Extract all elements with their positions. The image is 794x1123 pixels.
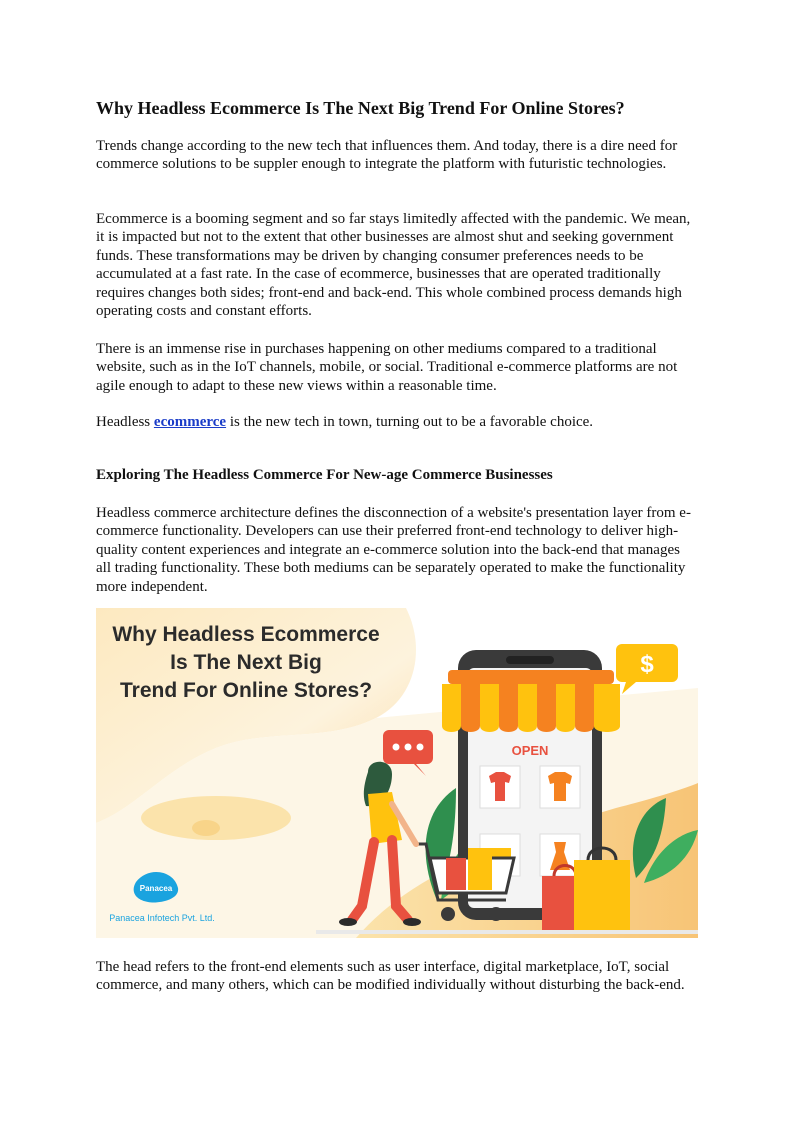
dot (192, 820, 220, 836)
paragraph-text: Trends change according to the new tech that influences them. And today, there is a dire need for commerce solutions to be suppler enough to integrate the platform with futuristic technologies. (96, 138, 678, 173)
paragraph-text: Headless commerce architecture defines the disconnection of a website's presentation layer from e-commerce functionality. Developers can use their preferred front-end technology to deliver high-quality content experiences and integrate an e-commerce solution into the back-end that manages all trading functionality. These both mediums can be separately operated to make the functionality more independent. (96, 505, 691, 595)
shopping-bag-yellow-icon (574, 848, 630, 930)
banner-title-line-2: Is The Next Big (170, 651, 322, 674)
paragraph-text: The head refers to the front-end elements such as user interface, digital marketplace, IoT, social commerce, and many others, which can be modified individually without disturbing the back-end. (96, 959, 685, 994)
section-heading: Exploring The Headless Commerce For New-age Commerce Businesses (96, 467, 553, 483)
banner-title-line-1: Why Headless Ecommerce (112, 623, 380, 646)
logo-badge-text: Panacea (139, 884, 173, 893)
floor-line (316, 930, 698, 934)
paragraph-pandemic (96, 210, 698, 320)
headless-ecommerce-banner (96, 608, 698, 938)
paragraph-text (96, 413, 698, 431)
paragraph-text-end: is the new tech in town, turning out to be a favorable choice. (226, 414, 594, 430)
paragraph-text: There is an immense rise in purchases happening on other mediums compared to a traditional website, such as in the IoT channels, mobile, or social. Traditional e-commerce platforms are not agile enough to adapt to these new views within a reasonable time. (96, 341, 678, 394)
paragraph-architecture (96, 504, 698, 596)
dollar-sign: $ (640, 651, 654, 678)
product-tile-shirt-red (480, 766, 520, 808)
paragraph-text: Ecommerce is a booming segment and so far stays limitedly affected with the pandemic. We mean, it is impacted but not to the extent that other businesses are almost shut and seeking government funds. These transformations may be driven by changing consumer preferences needs to be accumulated at a fast rate. In the case of ecommerce, businesses that are operated traditionally requires changes both sides; front-end and back-end. This whole combined process demands high operating costs and constant efforts. (96, 211, 691, 320)
page-title: Why Headless Ecommerce Is The Next Big Trend For Online Stores? (96, 98, 625, 118)
shop-awning-icon (442, 670, 620, 732)
paragraph-intro (96, 137, 698, 174)
product-tile-shirt-orange (540, 766, 580, 808)
open-sign: OPEN (511, 743, 549, 758)
ecommerce-link[interactable]: ecommerce (153, 414, 227, 430)
paragraph-head (96, 958, 698, 995)
banner-illustration (96, 608, 698, 938)
paragraph-headless (96, 413, 698, 431)
paragraph-mediums (96, 340, 698, 395)
paragraph-text-start: Headless (96, 414, 154, 430)
banner-title-line-3: Trend For Online Stores? (119, 679, 373, 702)
logo-company-name: Panacea Infotech Pvt. Ltd. (109, 913, 215, 923)
